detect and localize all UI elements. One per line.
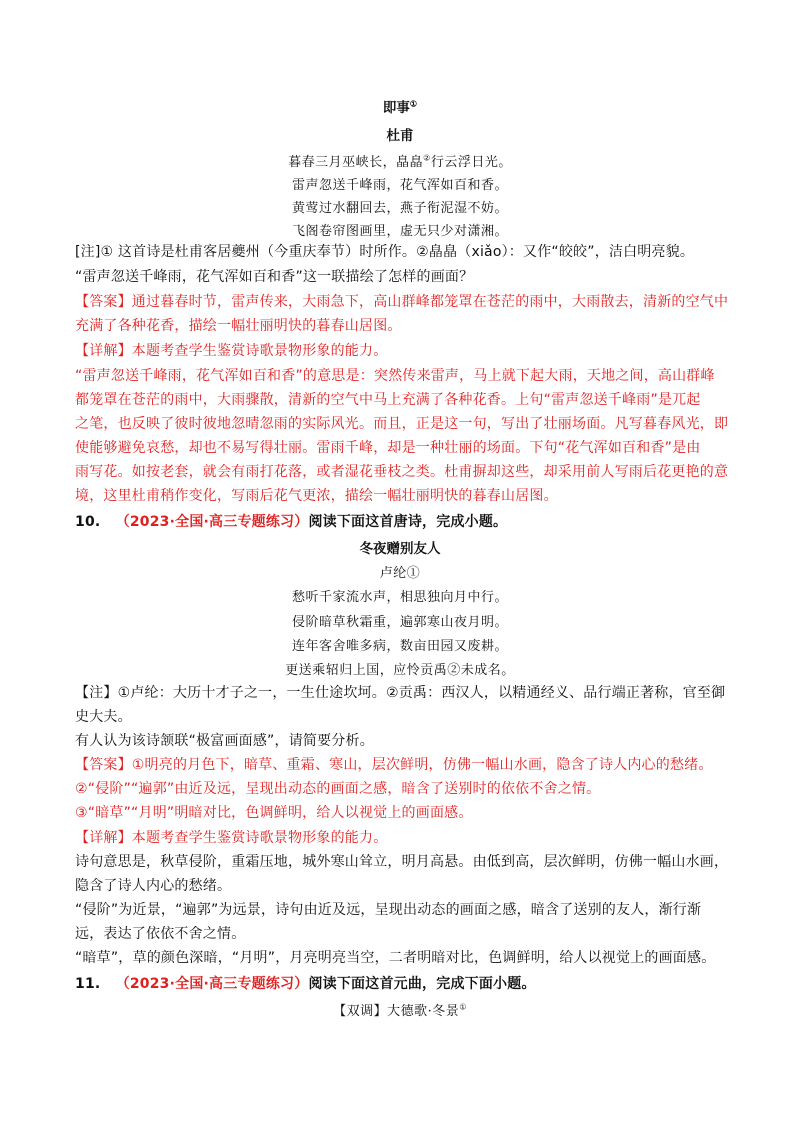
poem-line: 愁听千家流水声，相思独向月中行。 <box>291 590 508 605</box>
detail-text: 使能够避免哀愁，却也不易写得壮丽。雷雨千峰，却是一种壮丽的场面。下句“花气浑如百和香”是由 <box>75 440 701 456</box>
detail-text: “侵阶”为近景，“遍郭”为远景，诗句由近及远，呈现出动态的画面之感，暗含了送别的友人，渐行渐 <box>75 902 702 918</box>
poem-note: [注]① 这首诗是杜甫客居夔州（今重庆奉节）时所作。②皛皛（xiǎo）：又作“皎皎”，洁白明亮貌。 <box>75 244 695 260</box>
detail-heading: 【详解】本题考查学生鉴赏诗歌景物形象的能力。 <box>75 830 388 846</box>
poem-line: 雷声忽送千峰雨，花气浑如百和香。 <box>291 178 508 193</box>
answer-text: ②“侵阶”“遍郭”由近及远，呈现出动态的画面之感，暗含了送别时的依依不舍之情。 <box>75 781 601 797</box>
answer-text: 充满了各种花香，描绘一幅壮丽明快的暮春山居图。 <box>75 318 402 334</box>
detail-text: “雷声忽送千峰雨，花气浑如百和香”的意思是：突然传来雷声，马上就下起大雨，天地之间，高山群峰 <box>75 368 715 384</box>
question-text: “雷声忽送千峰雨，花气浑如百和香”这一联描绘了怎样的画面？ <box>75 269 474 285</box>
detail-text: 远，表达了依依不舍之情。 <box>75 926 246 942</box>
poem-note: 【注】①卢纶：大历十才子之一，一生仕途坎坷。②贡禹：西汉人，以精通经义、品行端正著称，官至御 <box>75 685 726 701</box>
poem-line: 暮春三月巫峡长，皛皛②行云浮日光。 <box>288 153 512 170</box>
detail-text: 雨写花。如按老套，就会有雨打花落，或者湿花垂枝之类。杜甫摒却这些，却采用前人写雨后花更艳的意 <box>75 464 729 480</box>
answer-text: 【答案】①明亮的月色下，暗草、重霜、寒山，层次鲜明，仿佛一幅山水画，隐含了诗人内心的愁绪。 <box>75 757 713 773</box>
question-11-header: 11. （2023·全国·高三专题练习）阅读下面这首元曲，完成下面小题。 <box>75 976 536 992</box>
poem-line: 连年客舍唯多病，数亩田园又废耕。 <box>291 639 508 654</box>
detail-heading: 【详解】本题考查学生鉴赏诗歌景物形象的能力。 <box>75 343 388 359</box>
poem-author: 卢纶① <box>379 566 421 581</box>
detail-text: 诗句意思是，秋草侵阶，重霜压地，城外寒山耸立，明月高悬。由低到高，层次鲜明，仿佛一幅山水画， <box>75 854 729 870</box>
poem-line: 飞阁卷帘图画里，虚无只少对潇湘。 <box>291 224 508 239</box>
answer-text: ③“暗草”“月明”明暗对比，色调鲜明，给人以视觉上的画面感。 <box>75 805 473 821</box>
poem-note: 史大夫。 <box>75 709 132 725</box>
poem-title: 即事① <box>382 98 418 116</box>
question-10-header: 10. （2023·全国·高三专题练习）阅读下面这首唐诗，完成小题。 <box>75 514 508 530</box>
detail-text: “暗草”，草的颜色深暗，“月明”，月亮明亮当空，二者明暗对比，色调鲜明，给人以视觉上的画面感。 <box>75 950 716 966</box>
poem-title: 【双调】大德歌·冬景① <box>333 1002 467 1019</box>
detail-text: 境，这里杜甫稍作变化，写雨后花气更浓，描绘一幅壮丽明快的暮春山居图。 <box>75 488 558 504</box>
poem-line: 侵阶暗草秋霜重，遍郭寒山夜月明。 <box>291 615 508 630</box>
detail-text: 都笼罩在苍茫的雨中，大雨骤散，清新的空气中马上充满了各种花香。上句“雷声忽送千峰雨”是兀起 <box>75 392 701 408</box>
detail-text: 隐含了诗人内心的愁绪。 <box>75 878 232 894</box>
poem-line: 更送乘轺归上国，应怜贡禹②未成名。 <box>285 663 515 678</box>
answer-text: 【答案】通过暮春时节，雷声传来，大雨急下，高山群峰都笼罩在苍茫的雨中，大雨散去，清新的空气中 <box>75 294 729 310</box>
detail-text: 之笔，也反映了彼时彼地忽晴忽雨的实际风光。而且，正是这一句，写出了壮丽场面。凡写暮春风光，即 <box>75 416 729 432</box>
poem-title: 冬夜赠别友人 <box>359 541 441 557</box>
poem-author: 杜甫 <box>386 128 414 144</box>
poem-line: 黄莺过水翻回去，燕子衔泥湿不妨。 <box>291 201 508 216</box>
question-text: 有人认为该诗颔联“极富画面感”，请简要分析。 <box>75 733 374 749</box>
